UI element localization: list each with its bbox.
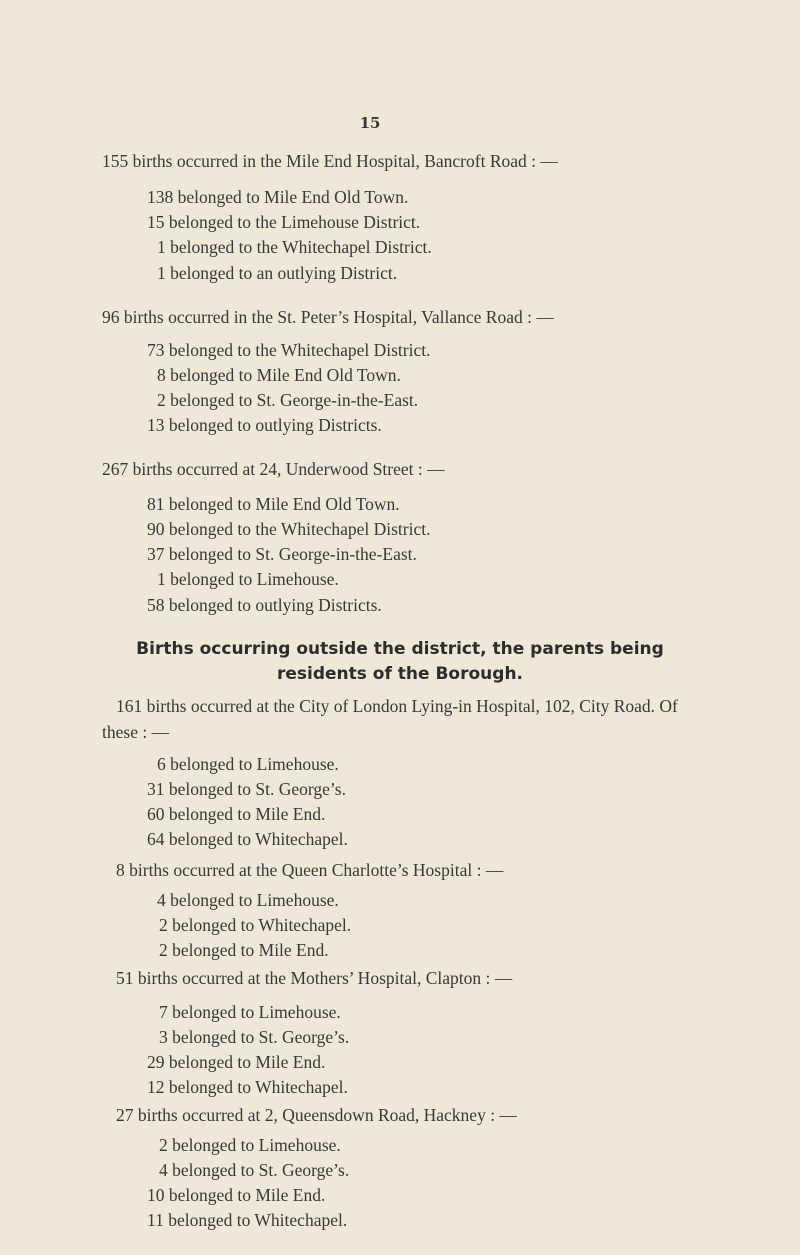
block4-item: 60 belonged to Mile End.	[147, 804, 326, 824]
block7-lead: 27 births occurred at 2, Queensdown Road, Hackney : —	[116, 1105, 517, 1125]
block5-item: 2 belonged to Whitechapel.	[159, 915, 352, 935]
block7-item: 10 belonged to Mile End.	[147, 1185, 326, 1205]
block4-lead: 161 births occurred at the City of London Lying-in Hospital, 102, City Road. Of these : —	[102, 696, 678, 742]
block3-item: 1 belonged to Limehouse.	[157, 569, 339, 589]
page-number: 15	[359, 114, 381, 132]
block3-item: 90 belonged to the Whitechapel District.	[147, 519, 431, 539]
block5-lead: 8 births occurred at the Queen Charlotte’s Hospital : —	[116, 860, 504, 880]
block6-item: 12 belonged to Whitechapel.	[147, 1077, 348, 1097]
block2-item: 13 belonged to outlying Districts.	[147, 415, 382, 435]
block6-item: 3 belonged to St. George’s.	[159, 1027, 350, 1047]
block1-lead: 155 births occurred in the Mile End Hospital, Bancroft Road : —	[102, 151, 558, 171]
block4-item: 31 belonged to St. George’s.	[147, 779, 346, 799]
block3-item: 81 belonged to Mile End Old Town.	[147, 494, 400, 514]
block4-item: 64 belonged to Whitechapel.	[147, 829, 348, 849]
block1-item: 1 belonged to the Whitechapel District.	[157, 237, 432, 257]
block7-item: 4 belonged to St. George’s.	[159, 1160, 350, 1180]
block2-item: 2 belonged to St. George-in-the-East.	[157, 390, 419, 410]
section-heading-line1: Births occurring outside the district, the parents being	[136, 639, 664, 659]
block3-item: 37 belonged to St. George-in-the-East.	[147, 544, 417, 564]
block7-item: 2 belonged to Limehouse.	[159, 1135, 341, 1155]
block5-item: 4 belonged to Limehouse.	[157, 890, 339, 910]
block6-lead: 51 births occurred at the Mothers’ Hospital, Clapton : —	[116, 968, 513, 988]
block7-item: 11 belonged to Whitechapel.	[147, 1210, 348, 1230]
block2-item: 73 belonged to the Whitechapel District.	[147, 340, 431, 360]
block6-item: 29 belonged to Mile End.	[147, 1052, 326, 1072]
block1-item: 1 belonged to an outlying District.	[157, 263, 398, 283]
block4-item: 6 belonged to Limehouse.	[157, 754, 339, 774]
section-heading-line2: residents of the Borough.	[276, 664, 524, 684]
block5-item: 2 belonged to Mile End.	[159, 940, 329, 960]
block3-lead: 267 births occurred at 24, Underwood Street : —	[102, 459, 445, 479]
block1-item: 15 belonged to the Limehouse District.	[147, 212, 421, 232]
block2-item: 8 belonged to Mile End Old Town.	[157, 365, 401, 385]
block3-item: 58 belonged to outlying Districts.	[147, 595, 382, 615]
block6-item: 7 belonged to Limehouse.	[159, 1002, 341, 1022]
block1-item: 138 belonged to Mile End Old Town.	[147, 187, 409, 207]
block2-lead: 96 births occurred in the St. Peter’s Hospital, Vallance Road : —	[102, 307, 554, 327]
